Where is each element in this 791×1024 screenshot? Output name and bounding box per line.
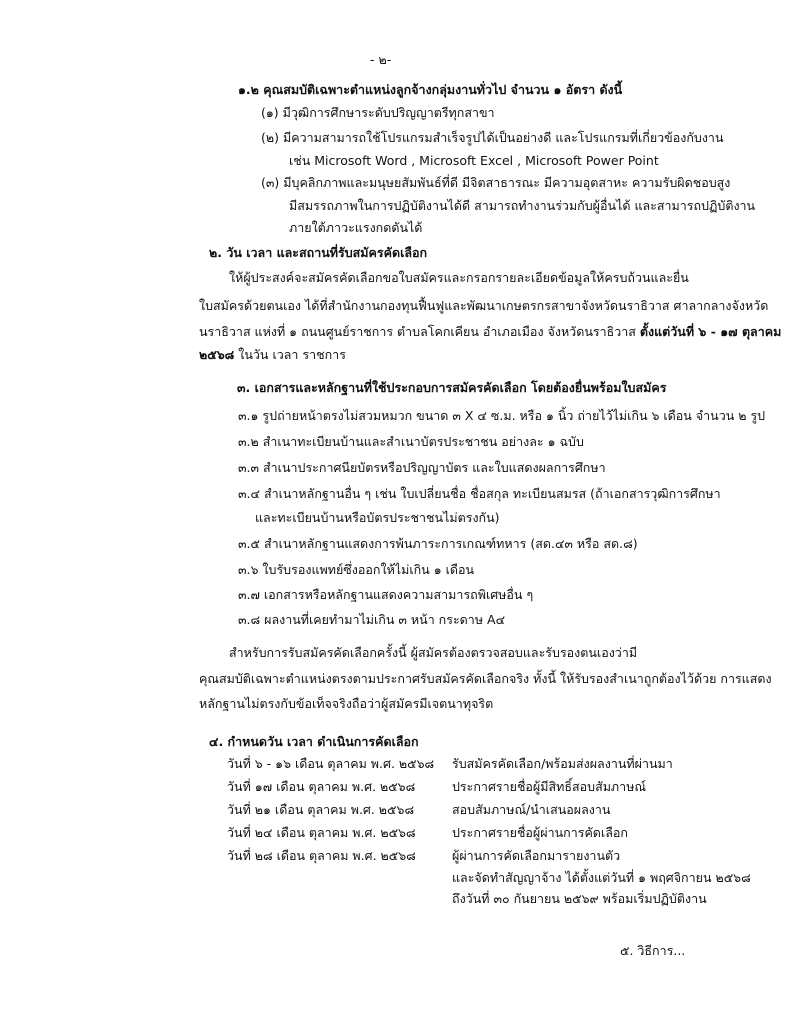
- schedule-activity-3: สอบสัมภาษณ์/นำเสนอผลงาน: [452, 802, 611, 817]
- page-number: - ๒-: [370, 52, 392, 67]
- section2-line4-normal: ในวัน เวลา ราชการ: [234, 347, 346, 362]
- notice-line1: สำหรับการรับสมัครคัดเลือกครั้งนี้ ผู้สมัครต้องตรวจสอบและรับรองตนเองว่ามี: [229, 645, 638, 660]
- qualification-item-1: (๑) มีวุฒิการศึกษาระดับปริญญาตรีทุกสาขา: [261, 105, 495, 120]
- schedule-extra-line2: ถึงวันที่ ๓๐ กันยายน ๒๕๖๙ พร้อมเริ่มปฏิบัติงาน: [452, 891, 707, 906]
- document-item-4-cont: และทะเบียนบ้านหรือบัตรประชาชนไม่ตรงกัน): [255, 510, 500, 525]
- section2-line4: [199, 345, 346, 365]
- document-item-3: ๓.๓ สำเนาประกาศนียบัตรหรือปริญญาบัตร และใบแสดงผลการศึกษา: [238, 460, 606, 475]
- notice-line2: คุณสมบัติเฉพาะตำแหน่งตรงตามประกาศรับสมัครคัดเลือกจริง ทั้งนี้ ให้รับรองสำเนาถูกต้องไว้ด้วย การแสดง: [199, 671, 772, 686]
- document-item-8: ๓.๘ ผลงานที่เคยทำมาไม่เกิน ๓ หน้า กระดาษ A๔: [238, 612, 506, 627]
- schedule-activity-2: ประกาศรายชื่อผู้มีสิทธิ์สอบสัมภาษณ์: [452, 779, 647, 794]
- section2-line3: [199, 322, 781, 342]
- section3-title: ๓. เอกสารและหลักฐานที่ใช้ประกอบการสมัครคัดเลือก โดยต้องยื่นพร้อมใบสมัคร: [237, 380, 667, 395]
- application-year: ๒๕๖๘: [199, 347, 235, 362]
- document-item-1: ๓.๑ รูปถ่ายหน้าตรงไม่สวมหมวก ขนาด ๓ X ๔ ซ.ม. หรือ ๑ นิ้ว ถ่ายไว้ไม่เกิน ๖ เดือน จำนวน ๒ รูป: [238, 408, 766, 423]
- section2-title: ๒. วัน เวลา และสถานที่รับสมัครคัดเลือก: [209, 245, 428, 260]
- document-item-2: ๓.๒ สำเนาทะเบียนบ้านและสำเนาบัตรประชาชน อย่างละ ๑ ฉบับ: [238, 434, 584, 449]
- qualification-item-2: (๒) มีความสามารถใช้โปรแกรมสำเร็จรูปได้เป็นอย่างดี และโปรแกรมที่เกี่ยวข้องกับงาน: [261, 130, 724, 145]
- document-item-4: ๓.๔ สำเนาหลักฐานอื่น ๆ เช่น ใบเปลี่ยนชื่อ ชื่อสกุล ทะเบียนสมรส (ถ้าเอกสารวุฒิการศึกษา: [238, 486, 721, 501]
- qualification-item-3-cont2: ภายใต้ภาวะแรงกดดันได้: [289, 220, 423, 235]
- schedule-date-2: วันที่ ๑๗ เดือน ตุลาคม พ.ศ. ๒๕๖๘: [227, 779, 416, 794]
- document-item-5: ๓.๕ สำเนาหลักฐานแสดงการพ้นภาระการเกณฑ์ทหาร (สด.๔๓ หรือ สด.๘): [238, 536, 638, 551]
- schedule-date-4: วันที่ ๒๔ เดือน ตุลาคม พ.ศ. ๒๕๖๘: [227, 825, 416, 840]
- footer-next-page: ๕. วิธีการ...: [620, 943, 686, 958]
- schedule-date-1: วันที่ ๖ - ๑๖ เดือน ตุลาคม พ.ศ. ๒๕๖๘: [227, 756, 435, 771]
- schedule-date-3: วันที่ ๒๑ เดือน ตุลาคม พ.ศ. ๒๕๖๘: [227, 802, 415, 817]
- section4-title: ๔. กำหนดวัน เวลา ดำเนินการคัดเลือก: [209, 734, 419, 749]
- qualification-item-3: (๓) มีบุคลิกภาพและมนุษยสัมพันธ์ที่ดี มีจิตสาธารณะ มีความอุตสาหะ ความรับผิดชอบสูง: [261, 175, 731, 190]
- section2-line2: ใบสมัครด้วยตนเอง ได้ที่สำนักงานกองทุนฟื้นฟูและพัฒนาเกษตรกรสาขาจังหวัดนราธิวาส ศาลากลางจังหวัด: [199, 298, 769, 313]
- notice-line3: หลักฐานไม่ตรงกับข้อเท็จจริงถือว่าผู้สมัครมีเจตนาทุจริต: [199, 696, 494, 711]
- document-item-7: ๓.๗ เอกสารหรือหลักฐานแสดงความสามารถพิเศษอื่น ๆ: [238, 587, 534, 602]
- schedule-activity-1: รับสมัครคัดเลือก/พร้อมส่งผลงานที่ผ่านมา: [452, 756, 673, 771]
- qualification-item-3-cont: มีสมรรถภาพในการปฏิบัติงานได้ดี สามารถทำงานร่วมกับผู้อื่นได้ และสามารถปฏิบัติงาน: [289, 198, 756, 213]
- schedule-activity-4: ประกาศรายชื่อผู้ผ่านการคัดเลือก: [452, 825, 628, 840]
- section2-line3-normal: นราธิวาส แห่งที่ ๑ ถนนศูนย์ราชการ ตำบลโคกเคียน อำเภอเมือง จังหวัดนราธิวาส: [199, 324, 640, 339]
- schedule-activity-5: ผู้ผ่านการคัดเลือกมารายงานตัว: [452, 848, 621, 863]
- application-period: ตั้งแต่วันที่ ๖ - ๑๗ ตุลาคม: [639, 324, 782, 339]
- schedule-extra-line1: และจัดทำสัญญาจ้าง ได้ตั้งแต่วันที่ ๑ พฤศจิกายน ๒๕๖๘: [452, 870, 751, 885]
- section1-title: ๑.๒ คุณสมบัติเฉพาะตำแหน่งลูกจ้างกลุ่มงานทั่วไป จำนวน ๑ อัตรา ดังนี้: [238, 82, 623, 97]
- schedule-date-5: วันที่ ๒๘ เดือน ตุลาคม พ.ศ. ๒๕๖๘: [227, 848, 416, 863]
- document-item-6: ๓.๖ ใบรับรองแพทย์ซึ่งออกให้ไม่เกิน ๑ เดือน: [238, 562, 475, 577]
- qualification-item-2-cont: เช่น Microsoft Word , Microsoft Excel , Microsoft Power Point: [289, 153, 659, 168]
- section2-line1: ให้ผู้ประสงค์จะสมัครคัดเลือกขอใบสมัครและกรอกรายละเอียดข้อมูลให้ครบถ้วนและยื่น: [229, 270, 689, 285]
